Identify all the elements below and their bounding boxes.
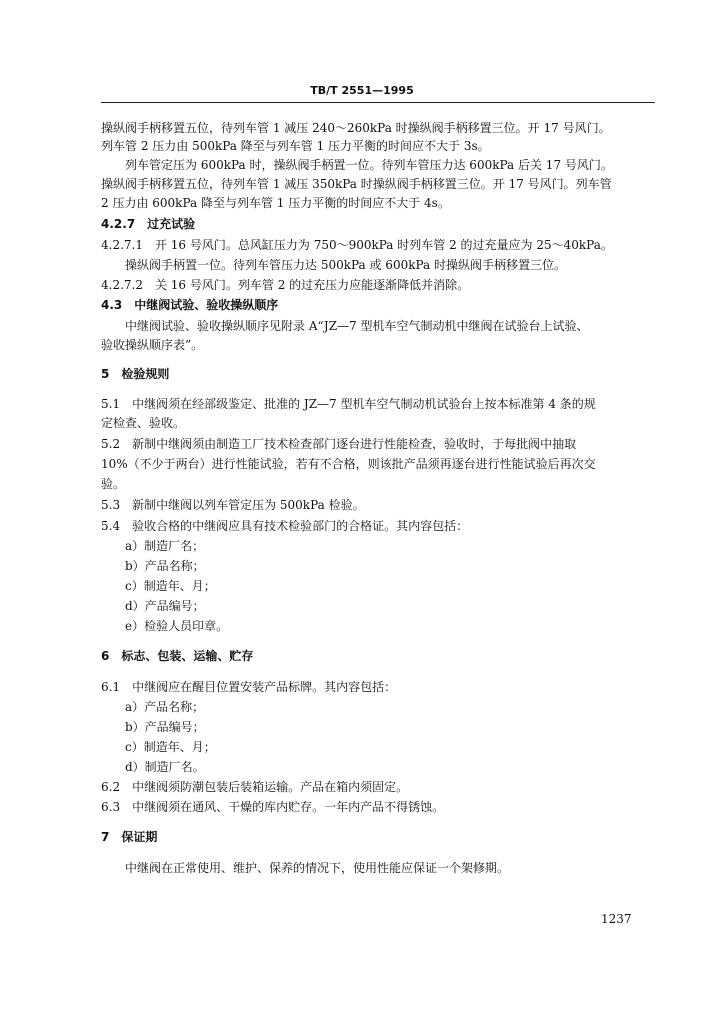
text-line: 中继阀试验、验收操纵顺序见附录 A“JZ—7 型机车空气制动机中继阀在试验台上试验、	[125, 319, 589, 333]
text-line: 5.1 中继阀须在经部级鉴定、批准的 JZ—7 型机车空气制动机试验台上按本标准第 4 条的规	[101, 397, 596, 411]
standard-code-header: TB/T 2551—1995	[310, 84, 414, 97]
text-line: 列车管 2 压力由 500kPa 降至与列车管 1 压力平衡的时间应不大于 3s。	[101, 139, 490, 153]
list-item: b）产品编号；	[125, 720, 205, 734]
section-heading: 4.3 中继阀试验、验收操纵顺序	[101, 298, 279, 312]
section-heading: 5 检验规则	[101, 367, 170, 381]
text-line: 验收操纵顺序表”。	[101, 338, 204, 352]
text-line: 定检查、验收。	[101, 416, 186, 430]
text-line: 操纵阀手柄移置五位，待列车管 1 减压 350kPa 时操纵阀手柄移置三位。开 17 号风门。列车管	[101, 177, 612, 191]
header-rule	[101, 102, 655, 103]
text-line: 操纵阀手柄移置五位，待列车管 1 减压 240～260kPa 时操纵阀手柄移置三位。开 17 号风门。	[101, 121, 611, 135]
list-item: d）制造厂名。	[125, 760, 205, 774]
section-heading: 7 保证期	[101, 830, 158, 844]
section-heading: 4.2.7 过充试验	[101, 217, 196, 231]
text-line: 10%（不少于两台）进行性能试验，若有不合格，则该批产品须再逐台进行性能试验后再次交	[101, 457, 596, 471]
list-item: e）检验人员印章。	[125, 619, 229, 633]
text-line: 验。	[101, 477, 126, 491]
text-line: 4.2.7.1 开 16 号风门。总风缸压力为 750～900kPa 时列车管 2 的过充量应为 25～40kPa。	[101, 238, 613, 252]
text-line: 6.3 中继阀须在通风、干燥的库内贮存。一年内产品不得锈蚀。	[101, 800, 445, 814]
text-line: 5.4 验收合格的中继阀应具有技术检验部门的合格证。其内容包括：	[101, 519, 469, 533]
list-item: a）制造厂名；	[125, 539, 205, 553]
text-line: 6.1 中继阀应在醒目位置安装产品标牌。其内容包括：	[101, 680, 397, 694]
list-item: b）产品名称；	[125, 559, 205, 573]
list-item: c）制造年、月；	[125, 579, 216, 593]
list-item: a）产品名称；	[125, 700, 205, 714]
text-line: 5.2 新制中继阀须由制造工厂技术检查部门逐台进行性能检查，验收时，于每批阀中抽取	[101, 437, 577, 451]
text-line: 6.2 中继阀须防潮包装后装箱运输。产品在箱内须固定。	[101, 780, 409, 794]
text-line: 4.2.7.2 关 16 号风门。列车管 2 的过充压力应能逐渐降低并消除。	[101, 278, 470, 292]
list-item: d）产品编号；	[125, 599, 205, 613]
text-line: 列车管定压为 600kPa 时，操纵阀手柄置一位。待列车管压力达 600kPa 后关 17 号风门。	[125, 158, 613, 172]
text-line: 中继阀在正常使用、维护、保养的情况下，使用性能应保证一个架修期。	[125, 861, 510, 875]
text-line: 操纵阀手柄置一位。待列车管压力达 500kPa 或 600kPa 时操纵阀手柄移置三位。	[125, 258, 566, 272]
text-line: 2 压力由 600kPa 降至与列车管 1 压力平衡的时间应不大于 4s。	[101, 196, 450, 210]
page-number: 1237	[601, 912, 632, 926]
text-line: 5.3 新制中继阀以列车管定压为 500kPa 检验。	[101, 498, 365, 512]
list-item: c）制造年、月；	[125, 740, 216, 754]
section-heading: 6 标志、包装、运输、贮存	[101, 649, 254, 663]
